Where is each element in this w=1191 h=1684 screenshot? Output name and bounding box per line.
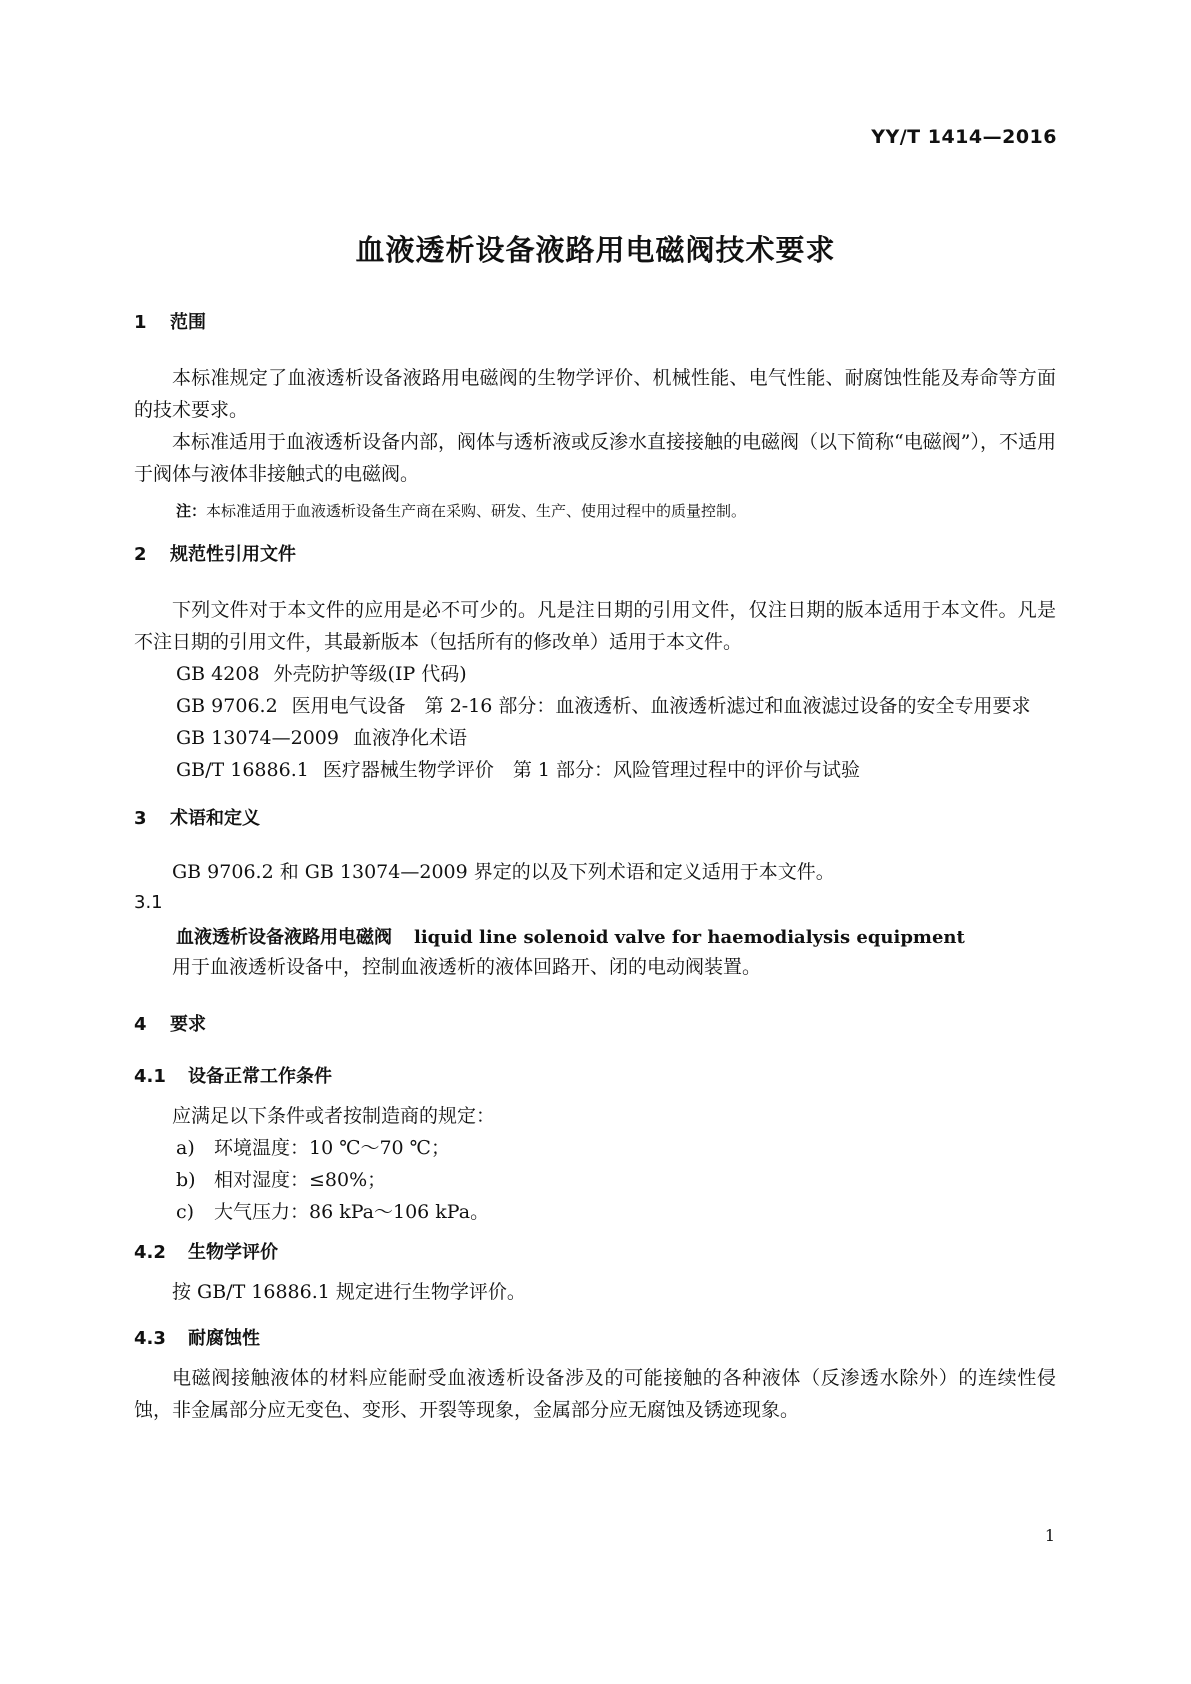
list-label: b) [176, 1169, 196, 1191]
reference-code: GB 13074—2009 [176, 727, 339, 749]
section-2-body [134, 594, 1056, 786]
reference-item [134, 754, 1056, 786]
section-title: 范围 [170, 312, 206, 333]
subsection-4-3-heading [134, 1324, 1056, 1350]
section-1-heading [134, 308, 1056, 334]
list-text: 环境温度：10 ℃～70 ℃； [214, 1137, 450, 1159]
list-text: 相对湿度：≤80%； [214, 1169, 387, 1191]
subsection-4-1-heading [134, 1062, 1056, 1088]
reference-code: GB 9706.2 [176, 695, 278, 717]
term-entry [134, 923, 1056, 949]
reference-item [134, 658, 1056, 690]
paragraph: 下列文件对于本文件的应用是必不可少的。凡是注日期的引用文件，仅注日期的版本适用于本文件。凡是不注日期的引用文件，其最新版本（包括所有的修改单）适用于本文件。 [134, 599, 1056, 653]
reference-code: GB/T 16886.1 [176, 759, 309, 781]
section-number: 1 [134, 312, 147, 333]
paragraph: 电磁阀接触液体的材料应能耐受血液透析设备涉及的可能接触的各种液体（反渗透水除外）的连续性侵蚀，非金属部分应无变色、变形、开裂等现象，金属部分应无腐蚀及锈迹现象。 [134, 1367, 1056, 1421]
subsection-title: 耐腐蚀性 [188, 1328, 260, 1349]
section-number: 3 [134, 808, 147, 829]
note-text: 本标准适用于血液透析设备生产商在采购、研发、生产、使用过程中的质量控制。 [206, 502, 747, 520]
paragraph: 本标准规定了血液透析设备液路用电磁阀的生物学评价、机械性能、电气性能、耐腐蚀性能及寿命等方面的技术要求。 [134, 367, 1056, 421]
reference-item [134, 722, 1056, 754]
term-chinese: 血液透析设备液路用电磁阀 [176, 927, 392, 948]
subsection-4-2-body [134, 1276, 1056, 1308]
paragraph: 本标准适用于血液透析设备内部，阀体与透析液或反渗水直接接触的电磁阀（以下简称“电磁阀”），不适用于阀体与液体非接触式的电磁阀。 [134, 431, 1056, 485]
list-text: 大气压力：86 kPa～106 kPa。 [214, 1201, 490, 1223]
list-item [134, 1164, 1056, 1196]
subsection-4-1-body [134, 1100, 1056, 1228]
list-item [134, 1196, 1056, 1228]
paragraph: 按 GB/T 16886.1 规定进行生物学评价。 [172, 1281, 526, 1303]
list-label: c) [176, 1201, 195, 1223]
section-2-heading [134, 540, 1056, 566]
section-4-heading [134, 1010, 1056, 1036]
list-label: a) [176, 1137, 195, 1159]
section-title: 规范性引用文件 [170, 544, 296, 565]
section-number: 4 [134, 1014, 147, 1035]
section-1-body [134, 362, 1056, 521]
document-title: 血液透析设备液路用电磁阀技术要求 [355, 233, 836, 267]
subsection-title: 设备正常工作条件 [188, 1066, 332, 1087]
reference-title: 医用电气设备 第 2-16 部分：血液透析、血液透析滤过和血液滤过设备的安全专用要求 [291, 695, 1031, 717]
note-label: 注： [176, 502, 207, 520]
document-code: YY/T 1414—2016 [871, 126, 1057, 148]
subsection-4-3-body [134, 1362, 1056, 1426]
reference-title: 医疗器械生物学评价 第 1 部分：风险管理过程中的评价与试验 [322, 759, 860, 781]
note [134, 500, 1056, 521]
reference-title: 外壳防护等级(IP 代码) [273, 663, 467, 685]
term-definition: 用于血液透析设备中，控制血液透析的液体回路开、闭的电动阀装置。 [172, 956, 762, 978]
term-english: liquid line solenoid valve for haemodialysis equipment [414, 927, 965, 948]
paragraph: 应满足以下条件或者按制造商的规定： [172, 1105, 496, 1127]
term-number: 3.1 [134, 892, 163, 913]
subsection-number: 4.3 [134, 1328, 166, 1349]
subsection-number: 4.2 [134, 1242, 166, 1263]
page-number: 1 [1044, 1526, 1055, 1545]
paragraph: GB 9706.2 和 GB 13074—2009 界定的以及下列术语和定义适用于本文件。 [172, 861, 835, 883]
list-item [134, 1132, 1056, 1164]
subsection-title: 生物学评价 [188, 1242, 278, 1263]
reference-code: GB 4208 [176, 663, 260, 685]
section-3-heading [134, 804, 1056, 830]
reference-item [134, 690, 1056, 722]
section-title: 要求 [170, 1014, 206, 1035]
subsection-number: 4.1 [134, 1066, 166, 1087]
section-number: 2 [134, 544, 147, 565]
section-3-body [134, 856, 1056, 983]
subsection-4-2-heading [134, 1238, 1056, 1264]
section-title: 术语和定义 [170, 808, 260, 829]
reference-title: 血液净化术语 [352, 727, 467, 749]
